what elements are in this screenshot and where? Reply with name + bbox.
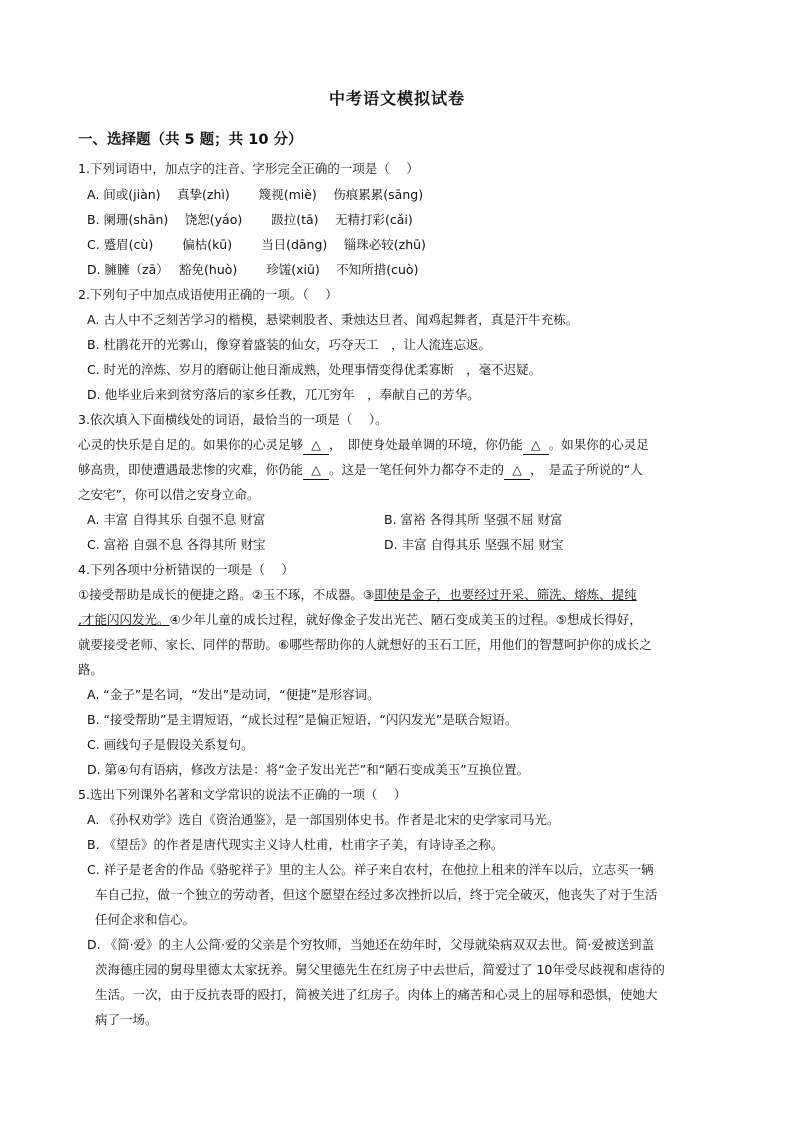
question-4-stem: 4.下列各项中分析错误的一项是（ ） (78, 562, 294, 577)
question-5-option-d-cont: 生活。一次，由于反抗表哥的殴打，简被关进了红房子。肉体上的痛苦和心灵上的屈辱和恐惧，使她大 (95, 987, 658, 1002)
question-4-passage-line: 路。 (78, 662, 104, 677)
fill-blank-1: △ (303, 436, 329, 455)
question-5-option-a: A. 《孙权劝学》选自《资治通鉴》，是一部国别体史书。作者是北宋的史学家司马光。 (87, 812, 560, 827)
question-4-passage-line (78, 586, 637, 604)
question-3-passage-line (78, 436, 649, 455)
question-4-option-a: A. “金子”是名词，“发出”是动词，“便捷”是形容词。 (87, 687, 380, 702)
fill-blank-3: △ (303, 461, 329, 480)
question-4-option-d: D. 第④句有语病，修改方法是：将“金子发出光芒”和“陋石变成美玉”互换位置。 (87, 762, 530, 777)
question-5-option-d-cont: 茨海德庄园的舅母里德太太家抚养。舅父里德先生在红房子中去世后，简爱过了 10年受尽歧视和虐待的 (95, 962, 665, 977)
question-3-passage-line (78, 461, 643, 480)
question-1-stem: 1.下列词语中，加点字的注音、字形完全正确的一项是（ ） (78, 161, 419, 176)
question-1-option-a: A. 间或(jiàn) 真挚(zhì) 篾视(miè) 伤痕累累(sāng) (87, 187, 424, 202)
passage-text: 。这是一笔任何外力都夺不走的 (329, 462, 505, 477)
question-1-option-c: C. 蹙眉(cù) 偏枯(kū) 当日(dāng) 锱珠必较(zhū) (87, 237, 426, 252)
question-4-option-b: B. “接受帮助”是主谓短语，“成长过程”是偏正短语，“闪闪发光”是联合短语。 (87, 712, 518, 727)
passage-text: ， 是孟子所说的“人 (530, 462, 643, 477)
question-5-stem: 5.选出下列课外名著和文学常识的说法不正确的一项（ ） (78, 787, 407, 802)
question-5-option-d-cont: 病了一场。 (95, 1012, 158, 1027)
question-5-option-c-cont: 车自己拉，做一个独立的劳动者，但这个愿望在经过多次挫折以后，终于完全破灭，他丧失了对于生活 (95, 887, 658, 902)
question-3-option-a: A. 丰富 自得其乐 自强不息 财富 (87, 512, 266, 527)
question-3-stem: 3.依次填入下面横线处的词语，最恰当的一项是（ ）。 (78, 412, 388, 427)
page-title: 中考语文模拟试卷 (328, 89, 465, 108)
question-4-passage-line (78, 611, 642, 629)
question-4-option-c: C. 画线句子是假设关系复句。 (87, 737, 254, 752)
section-heading: 一、选择题（共 5 题；共 10 分） (78, 132, 303, 148)
question-3-passage-line: 之安宅”，你可以借之安身立命。 (78, 487, 260, 502)
question-3-option-b: B. 富裕 各得其所 坚强不屈 财富 (384, 512, 563, 527)
question-1-option-b: B. 阑珊(shān) 饶恕(yáo) 趿拉(tā) 无精打彩(cǎi) (87, 212, 413, 227)
passage-text: 心灵的快乐是自足的。如果你的心灵足够 (78, 437, 304, 452)
question-2-option-d: D. 他毕业后来到贫穷落后的家乡任教，兀兀穷年 ，奉献自己的芳华。 (87, 387, 480, 402)
fill-blank-2: △ (523, 436, 549, 455)
question-2-option-a: A. 古人中不乏刻苦学习的楷模，悬梁刺股者、秉烛达旦者、闻鸡起舞者，真是汗牛充栋。 (87, 312, 579, 327)
question-2-option-b: B. 杜鹃花开的光雾山，像穿着盛装的仙女，巧夺天工 ，让人流连忘返。 (87, 337, 492, 352)
question-3-option-c: C. 富裕 自强不息 各得其所 财宝 (87, 537, 266, 552)
question-2-stem: 2.下列句子中加点成语使用正确的一项。（ ） (78, 287, 338, 302)
question-5-option-c-cont: 任何企求和信心。 (95, 912, 196, 927)
passage-text: 。如果你的心灵足 (548, 437, 649, 452)
question-2-option-c: C. 时光的淬炼、岁月的磨砺让他日渐成熟，处理事情变得优柔寡断 ，毫不迟疑。 (87, 362, 542, 377)
passage-text: 够高贵，即使遭遇最悲惨的灾难，你仍能 (78, 462, 304, 477)
question-3-option-d: D. 丰富 自得其乐 坚强不屈 财宝 (384, 537, 564, 552)
passage-text: ④少年儿童的成长过程，就好像金子发出光芒、陋石变成美玉的过程。⑤想成长得好， (169, 612, 642, 627)
question-5-option-b: B. 《望岳》的作者是唐代现实主义诗人杜甫，杜甫字子美，有诗诗圣之称。 (87, 837, 504, 852)
underlined-sentence: ,才能闪闪发光。 (78, 612, 170, 627)
question-5-option-d: D. 《简·爱》的主人公简·爱的父亲是个穷牧师，当她还在幼年时，父母就染病双双去世。简·爱被送到盖 (87, 937, 654, 952)
passage-text: ， 即使身处最单调的环境，你仍能 (329, 437, 523, 452)
fill-blank-4: △ (504, 461, 530, 480)
question-5-option-c: C. 祥子是老舍的作品《骆驼祥子》里的主人公。祥子来自农村，在他拉上租来的洋车以后，立志买一辆 (87, 862, 654, 877)
question-4-passage-line: 就要接受老师、家长、同伴的帮助。⑥哪些帮助你的人就想好的玉石工匠，用他们的智慧呵护你的成长之 (78, 637, 652, 652)
underlined-sentence: 即使是金子，也要经过开采、筛洗、熔炼、提纯 (374, 587, 637, 602)
passage-text: ①接受帮助是成长的便捷之路。②玉不琢，不成器。③ (78, 587, 375, 602)
question-1-option-d: D. 臃臃（zā） 豁免(huò) 珍馐(xiū) 不知所措(cuò) (87, 262, 419, 277)
